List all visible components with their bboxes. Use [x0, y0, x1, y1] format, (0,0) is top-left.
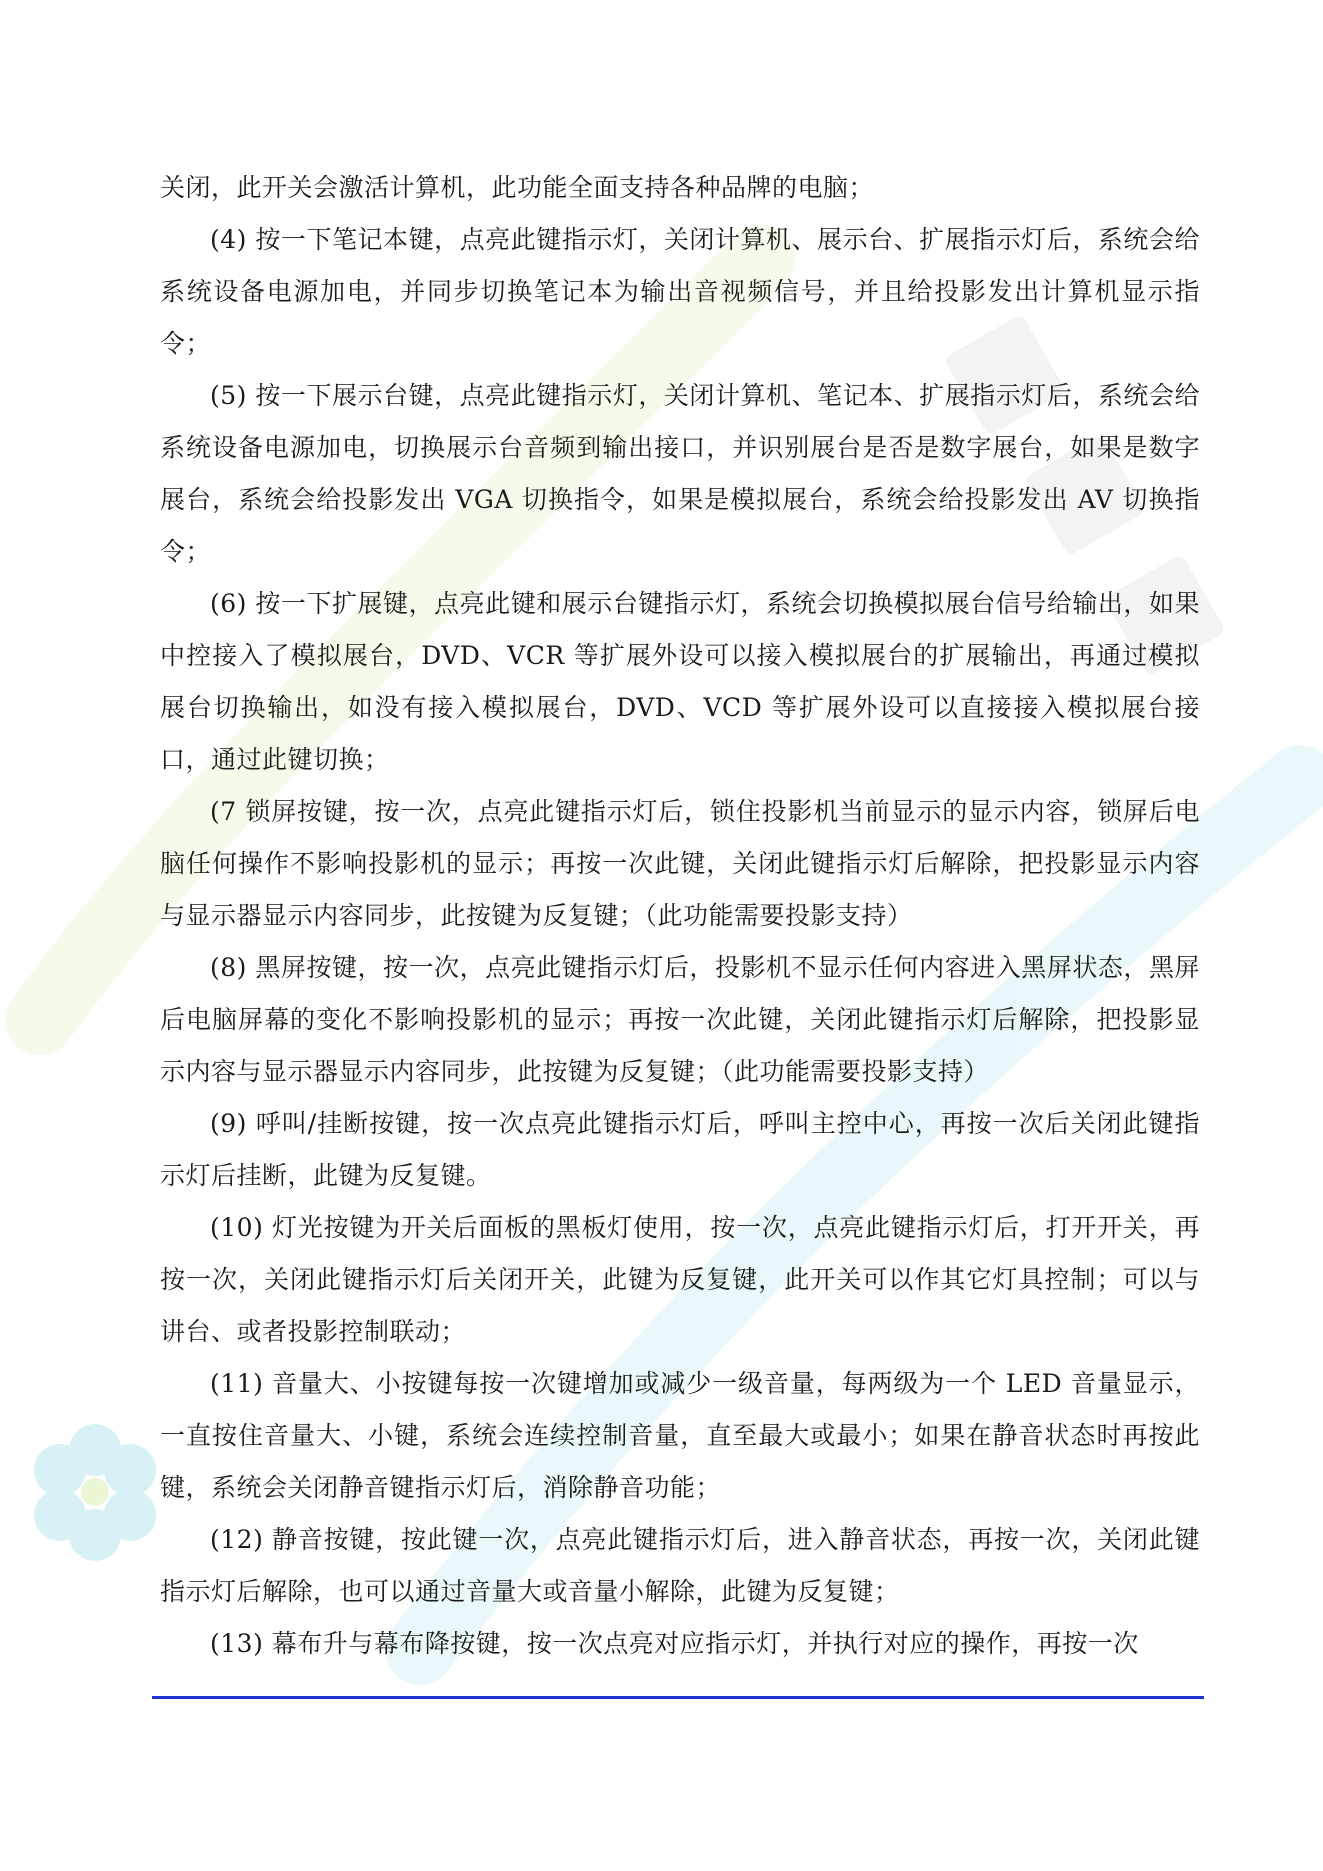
paragraph-item-4: (4) 按一下笔记本键，点亮此键指示灯，关闭计算机、展示台、扩展指示灯后，系统会给系统设备电源加电，并同步切换笔记本为输出音视频信号，并且给投影发出计算机显示指令； [160, 225, 1200, 358]
paragraph-item-7: (7 锁屏按键，按一次，点亮此键指示灯后，锁住投影机当前显示的显示内容，锁屏后电脑任何操作不影响投影机的显示；再按一次此键，关闭此键指示灯后解除，把投影显示内容与显示器显示内容同步，此按键为反复键；（此功能需要投影支持） [160, 797, 1200, 930]
paragraph-item-11: (11) 音量大、小按键每按一次键增加或减少一级音量，每两级为一个 LED 音量显示，一直按住音量大、小键，系统会连续控制音量，直至最大或最小；如果在静音状态时再按此键，系统会关闭静音键指示灯后，消除静音功能； [160, 1369, 1200, 1502]
watermark-flower-logo-icon [34, 1424, 156, 1561]
paragraph-item-8: (8) 黑屏按键，按一次，点亮此键指示灯后，投影机不显示任何内容进入黑屏状态，黑屏后电脑屏幕的变化不影响投影机的显示；再按一次此键，关闭此键指示灯后解除，把投影显示内容与显示器显示内容同步，此按键为反复键；（此功能需要投影支持） [160, 953, 1200, 1086]
document-body [160, 162, 1200, 1670]
paragraph-item-6: (6) 按一下扩展键，点亮此键和展示台键指示灯，系统会切换模拟展台信号给输出，如果中控接入了模拟展台，DVD、VCR 等扩展外设可以接入模拟展台的扩展输出，再通过模拟展台切换输出，如没有接入模拟展台，DVD、VCD 等扩展外设可以直接接入模拟展台接口，通过此键切换； [160, 589, 1200, 774]
footer-rule [152, 1696, 1204, 1699]
paragraph-item-13: (13) 幕布升与幕布降按键，按一次点亮对应指示灯，并执行对应的操作，再按一次 [210, 1629, 1139, 1658]
paragraph-continuation: 关闭，此开关会激活计算机，此功能全面支持各种品牌的电脑； [160, 173, 875, 202]
paragraph-item-5: (5) 按一下展示台键，点亮此键指示灯，关闭计算机、笔记本、扩展指示灯后，系统会给系统设备电源加电，切换展示台音频到输出接口，并识别展台是否是数字展台，如果是数字展台，系统会给投影发出 VGA 切换指令，如果是模拟展台，系统会给投影发出 AV 切换指令； [160, 381, 1200, 566]
paragraph-item-12: (12) 静音按键，按此键一次，点亮此键指示灯后，进入静音状态，再按一次，关闭此键指示灯后解除，也可以通过音量大或音量小解除，此键为反复键； [160, 1525, 1200, 1606]
paragraph-item-9: (9) 呼叫/挂断按键，按一次点亮此键指示灯后，呼叫主控中心，再按一次后关闭此键指示灯后挂断，此键为反复键。 [160, 1109, 1200, 1190]
paragraph-item-10: (10) 灯光按键为开关后面板的黑板灯使用，按一次，点亮此键指示灯后，打开开关，再按一次，关闭此键指示灯后关闭开关，此键为反复键，此开关可以作其它灯具控制；可以与讲台、或者投影控制联动； [160, 1213, 1200, 1346]
